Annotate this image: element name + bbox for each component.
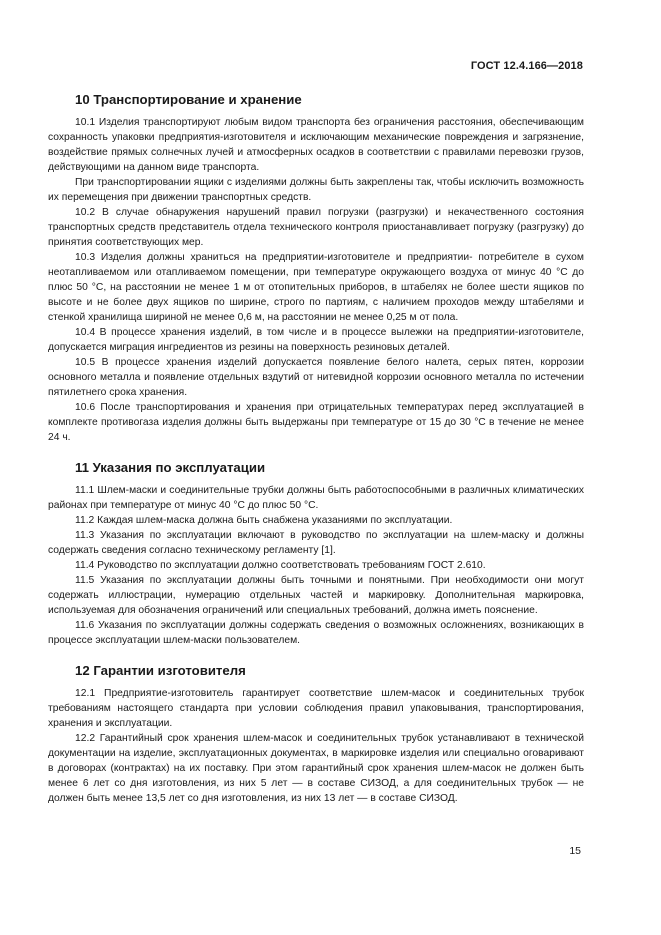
paragraph-10-6: 10.6 После транспортирования и хранения при отрицательных температурах перед эксплуатацией в комплекте противогаза изделия должны быть выдержаны при температуре от 15 до 30 °С в течение не менее 24 ч.: [48, 402, 584, 443]
section-title: 12 Гарантии изготовителя: [75, 663, 246, 678]
paragraph-11-2: 11.2 Каждая шлем-маска должна быть снабжена указаниями по эксплуатации.: [75, 515, 453, 526]
paragraph-11-5: 11.5 Указания по эксплуатации должны быть точными и понятными. При необходимости они могут содержать иллюстрации, нумерацию отдельных частей и маркировку. Дополнительная маркировка, используемая для обозначения ограничений или специальных требований, должна иметь пояснение.: [48, 575, 584, 616]
paragraph-10-2: 10.2 В случае обнаружения нарушений правил погрузки (разгрузки) и некачественного состояния транспортных средств представитель отдела технического контроля приостанавливает погрузку (разгрузку) до принятия соответствующих мер.: [48, 207, 584, 248]
section-title: 10 Транспортирование и хранение: [75, 92, 302, 107]
section-transportation-storage: [48, 91, 584, 445]
paragraph-10-5: 10.5 В процессе хранения изделий допускается появление белого налета, серых пятен, коррозии основного металла и появление отдельных вздутий от нитевидной коррозии основного металла по истечении пятилетнего срока хранения.: [48, 357, 584, 398]
section-manufacturer-warranty: [48, 662, 584, 806]
paragraph-12-2: 12.2 Гарантийный срок хранения шлем-масок и соединительных трубок устанавливают в технической документации на изделие, эксплуатационных документах, в маркировке изделия или специально оговаривают в договорах (контрактах) на их поставку. При этом гарантийный срок хранения шлем-масок не должен быть менее 6 лет со дня изготовления, из них 5 лет — в составе СИЗОД, а для соединительных трубок — не должен быть менее 13,5 лет со дня изготовления, из них 13 лет — в составе СИЗОД.: [48, 733, 584, 804]
paragraph-10-1: 10.1 Изделия транспортируют любым видом транспорта без ограничения расстояния, обеспечивающим сохранность упаковки предприятия-изготовителя и исключающим механические повреждения и загрязнение, воздействие прямых солнечных лучей и атмосферных осадков в соответствии с правилами перевозки грузов, действующими на данном виде транспорта.: [48, 117, 584, 173]
paragraph-11-6: 11.6 Указания по эксплуатации должны содержать сведения о возможных осложнениях, возникающих в процессе эксплуатации шлем-маски пользователем.: [48, 620, 584, 646]
section-body: [48, 115, 584, 445]
paragraph-10-4: 10.4 В процессе хранения изделий, в том числе и в процессе вылежки на предприятии-изготовителе, допускается миграция ингредиентов из резины на поверхность резиновых деталей.: [48, 327, 584, 353]
section-body: [48, 686, 584, 806]
paragraph-12-1: 12.1 Предприятие-изготовитель гарантирует соответствие шлем-масок и соединительных трубок требованиям настоящего стандарта при условии соблюдения правил упаковывания, транспортирования, хранения и эксплуатации.: [48, 688, 584, 729]
page-content: [48, 91, 584, 806]
section-title: 11 Указания по эксплуатации: [75, 460, 266, 475]
page-number: 15: [569, 845, 581, 857]
paragraph-11-3: 11.3 Указания по эксплуатации включают в руководство по эксплуатации на шлем-маску и должны содержать сведения согласно техническому регламенту [1].: [48, 530, 584, 556]
section-body: [48, 483, 584, 648]
section-operating-instructions: [48, 459, 584, 648]
document-code: ГОСТ 12.4.166—2018: [470, 60, 583, 72]
paragraph-11-4: 11.4 Руководство по эксплуатации должно соответствовать требованиям ГОСТ 2.610.: [75, 560, 486, 571]
paragraph-10-3: 10.3 Изделия должны храниться на предприятии-изготовителе и предприятии- потребителе в сухом неотапливаемом или отапливаемом помещении, при температуре окружающего воздуха от минус 40 °С до плюс 50 °С, на расстоянии не менее 1 м от отопительных приборов, в штабелях не более шести ящиков по высоте и не более двух ящиков по ширине, строго по партиям, с наличием проходов между штабелями и стенкой хранилища шириной не менее 0,6 м, на расстоянии не менее 0,25 м от пола.: [48, 252, 584, 323]
paragraph-11-1: 11.1 Шлем-маски и соединительные трубки должны быть работоспособными в различных климатических районах при температуре от минус 40 °С до плюс 50 °С.: [48, 485, 584, 511]
paragraph-10-1-cont: При транспортировании ящики с изделиями должны быть закреплены так, чтобы исключить возможность их перемещения при движении транспортных средств.: [48, 177, 584, 203]
